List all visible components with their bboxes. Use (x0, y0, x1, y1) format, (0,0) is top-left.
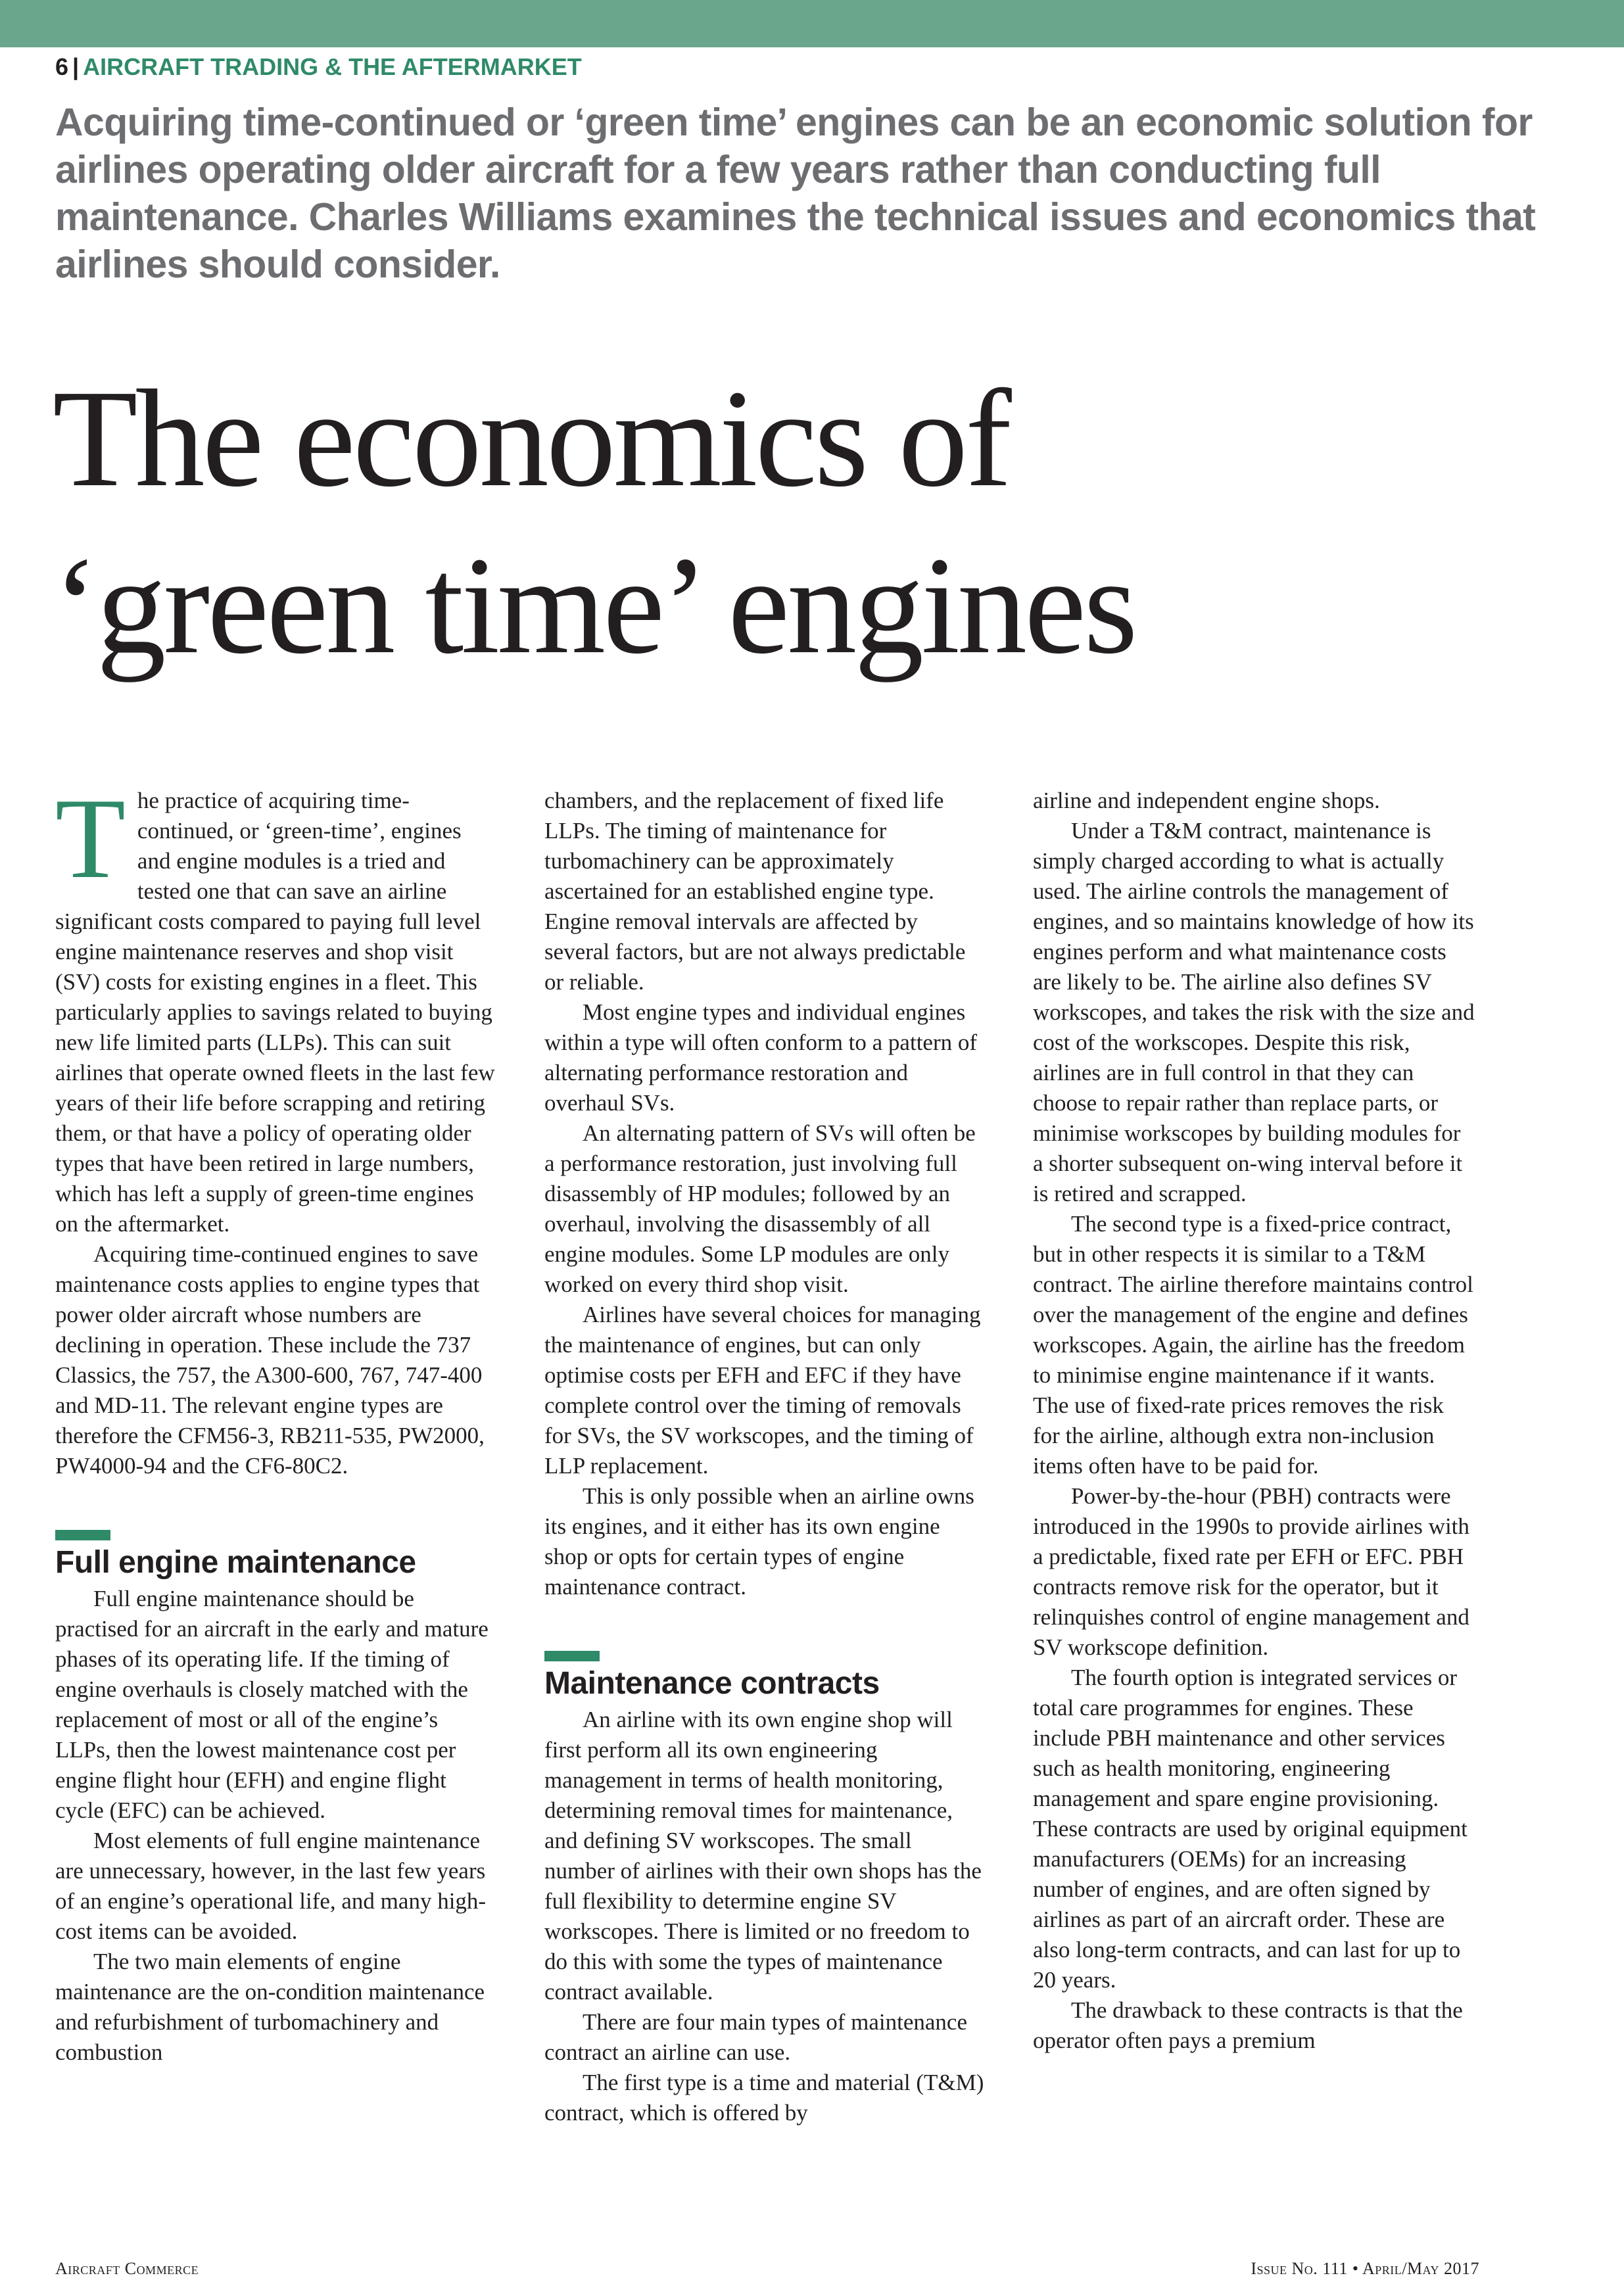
paragraph: Power-by-the-hour (PBH) contracts were introduced in the 1990s to provide airlines with a predictable, fixed rate per EFH or EFC. PBH contracts remove risk for the operator, but it relinquishes control of engine management and SV workscope definition. (1033, 1483, 1469, 1660)
section-header (55, 51, 582, 83)
article-column-2 (544, 786, 986, 2128)
paragraph: The drawback to these contracts is that the operator often pays a premium (1033, 1997, 1463, 2053)
paragraph: chambers, and the replacement of fixed life LLPs. The timing of maintenance for turbomachinery can be approximately ascertained for an established engine type. Engine removal intervals are affected by several factors, but are not always predictable or reliable. (544, 788, 966, 995)
paragraph: The two main elements of engine maintenance are the on-condition maintenance and refurbishment of turbomachinery and combustion (55, 1949, 485, 2065)
footer-publication: Aircraft Commerce (55, 2259, 199, 2278)
subheading-block (544, 1651, 986, 1702)
paragraph: airline and independent engine shops. (1033, 788, 1380, 813)
article-column-3 (1033, 786, 1475, 2056)
paragraph: Most elements of full engine maintenance are unnecessary, however, in the last few years of an engine’s operational life, and many high-cost items can be avoided. (55, 1828, 487, 1944)
article-headline (53, 355, 1565, 689)
subheading-accent-bar (55, 1530, 110, 1540)
paragraph: Most engine types and individual engines within a type will often conform to a pattern of alternating performance restoration and overhaul SVs. (544, 999, 978, 1116)
header-separator: | (72, 53, 80, 80)
page-number: 6 (55, 53, 69, 80)
section-title: AIRCRAFT TRADING & THE AFTERMARKET (83, 53, 582, 80)
paragraph: There are four main types of maintenance contract an airline can use. (544, 2009, 968, 2065)
paragraph: This is only possible when an airline owns its engines, and it either has its own engine shop or opts for certain types of engine maintenance contract. (544, 1483, 974, 1600)
subheading-block (55, 1530, 497, 1581)
paragraph: Under a T&M contract, maintenance is simply charged according to what is actually used. The airline controls the management of engines, and so maintains knowledge of how its engines perform and what maintenance costs are likely to be. The airline also defines SV workscopes, and takes the risk with the size and cost of the workscopes. Despite this risk, airlines are in full control in that they can choose to repair rather than replace parts, or minimise workscopes by building modules for a shorter subsequent on-wing interval before it is retired and scrapped. (1033, 818, 1475, 1206)
article-column-1 (55, 774, 497, 2068)
subheading: Full engine maintenance (55, 1545, 416, 1580)
paragraph-text: he practice of acquiring time-continued, or ‘green-time’, engines and engine modules is a tried and tested one that can save an airline significant costs compared to paying full level engine maintenance reserves and shop visit (SV) costs for existing engines in a fleet. This particularly applies to savings related to buying new life limited parts (LLPs). This can suit airlines that operate owned fleets in the last few years of their life before scrapping and retiring them, or that have a policy of operating older types that have been retired in large numbers, which has left a supply of green-time engines on the aftermarket. (55, 788, 495, 1237)
paragraph: The first type is a time and material (T&M) contract, which is offered by (544, 2070, 984, 2126)
subheading-accent-bar (544, 1651, 600, 1661)
paragraph: The second type is a fixed-price contract, but in other respects it is similar to a T&M contract. The airline therefore maintains control over the management of the engine and defines workscopes. Again, the airline has the freedom to minimise engine maintenance if it wants. The use of fixed-rate prices removes the risk for the airline, although extra non-inclusion items often have to be paid for. (1033, 1211, 1473, 1479)
paragraph: The fourth option is integrated services or total care programmes for engines. These include PBH maintenance and other services such as health monitoring, engineering management and spare engine provisioning. These contracts are used by original equipment manufacturers (OEMs) for an increasing number of engines, and are often signed by airlines as part of an aircraft order. These are also long-term contracts, and can last for up to 20 years. (1033, 1665, 1468, 1993)
paragraph: Full engine maintenance should be practised for an aircraft in the early and mature phases of its operating life. If the timing of engine overhauls is closely matched with the replacement of most or all of the engine’s LLPs, then the lowest maintenance cost per engine flight hour (EFH) and engine flight cycle (EFC) can be achieved. (55, 1586, 489, 1823)
paragraph: An alternating pattern of SVs will often be a performance restoration, just involving full disassembly of HP modules; followed by an overhaul, involving the disassembly of all engine modules. Some LP modules are only worked on every third shop visit. (544, 1120, 976, 1297)
subheading: Maintenance contracts (544, 1666, 880, 1701)
paragraph (55, 774, 497, 1239)
headline-line-2: ‘green time’ engines (53, 528, 1135, 682)
headline-line-1: The economics of (53, 361, 1009, 515)
standfirst: Acquiring time-continued or ‘green time’ engines can be an economic solution for airlines operating older aircraft for a few years rather than conducting full maintenance. Charles Williams examines the technical issues and economics that airlines should consider. (55, 101, 1536, 286)
paragraph: An airline with its own engine shop will first perform all its own engineering management in terms of health monitoring, determining removal times for maintenance, and defining SV workscopes. The small number of airlines with their own shops has the full flexibility to determine engine SV workscopes. There is limited or no freedom to do this with some the types of maintenance contract available. (544, 1707, 982, 2005)
paragraph: Acquiring time-continued engines to save maintenance costs applies to engine types that power older aircraft whose numbers are declining in operation. These include the 737 Classics, the 757, the A300-600, 767, 747-400 and MD-11. The relevant engine types are therefore the CFM56-3, RB211-535, PW2000, PW4000-94 and the CF6-80C2. (55, 1241, 485, 1479)
drop-cap: T (55, 774, 126, 902)
paragraph: Airlines have several choices for managing the maintenance of engines, but can only optimise costs per EFH and EFC if they have complete control over the timing of removals for SVs, the SV workscopes, and the timing of LLP replacement. (544, 1302, 981, 1479)
footer-issue: Issue No. 111 • April/May 2017 (1251, 2259, 1479, 2278)
top-color-band (0, 0, 1624, 47)
